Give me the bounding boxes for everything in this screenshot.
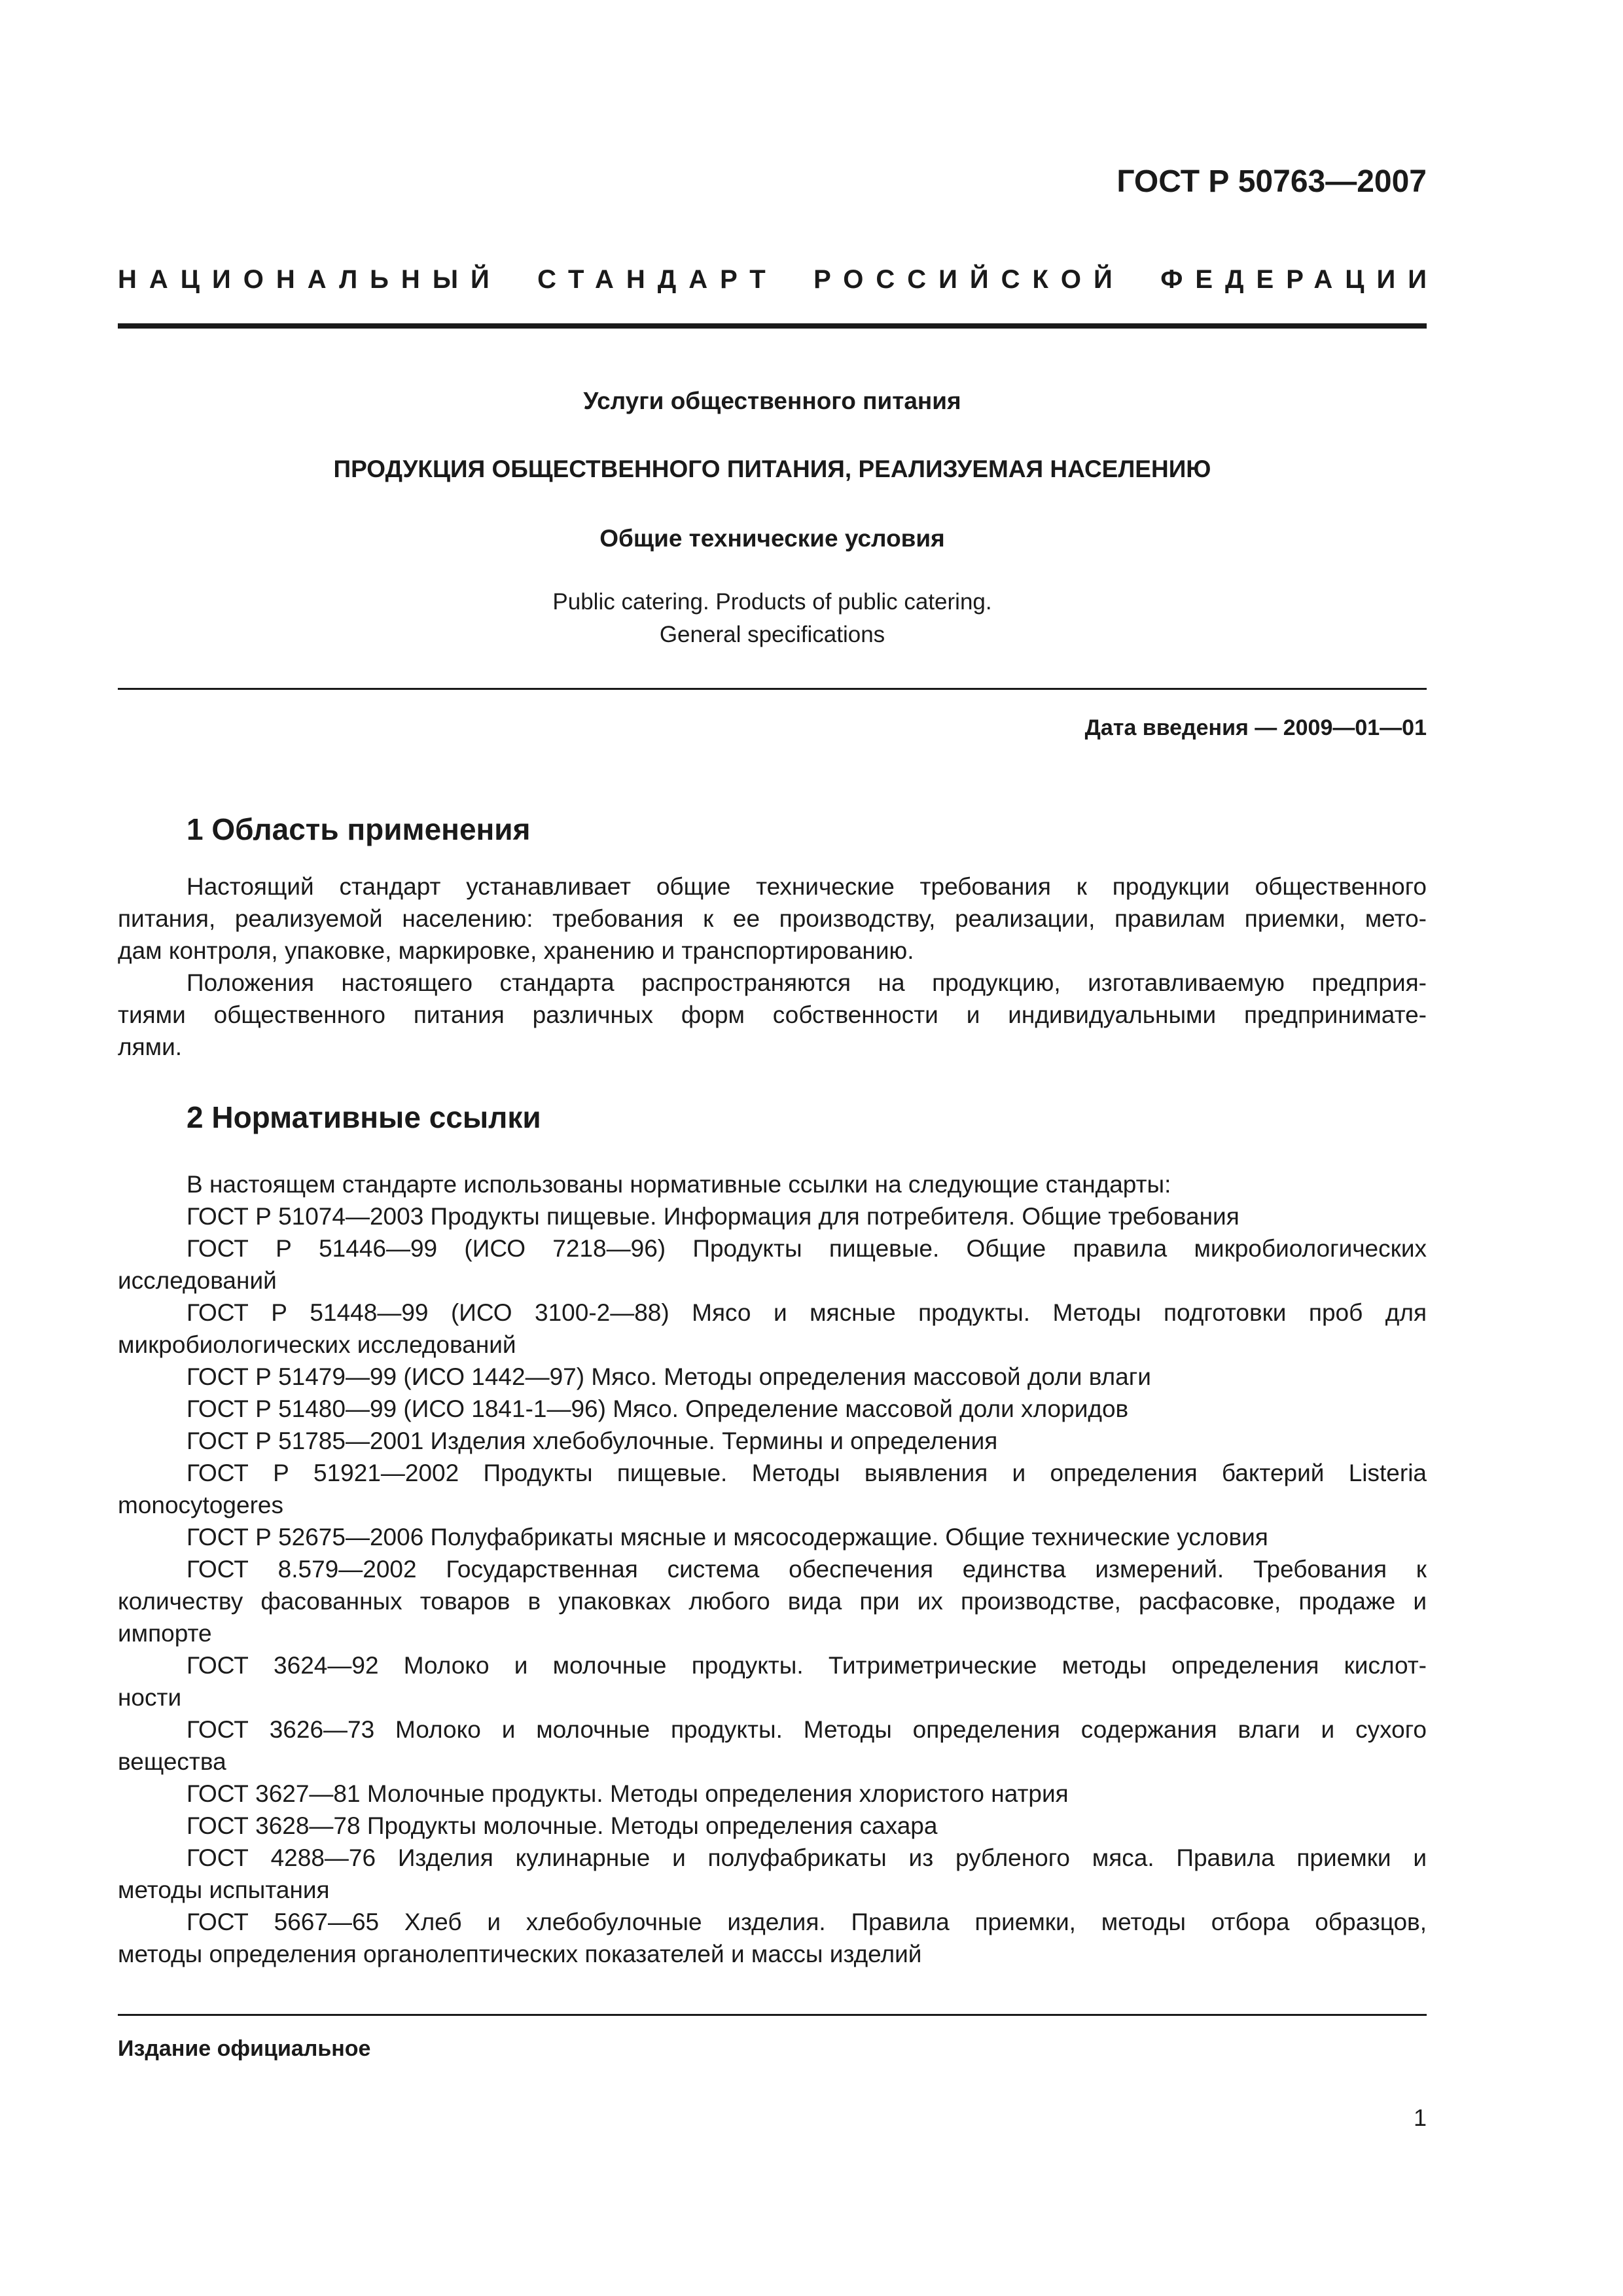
intro-date: Дата введения — 2009—01—01 (1084, 715, 1427, 740)
reference-line: ГОСТ Р 52675—2006 Полуфабрикаты мясные и мясосодержащие. Общие технические условия (187, 1524, 1268, 1551)
section-references-body (118, 1168, 1427, 1970)
reference-line: ГОСТ Р 51446—99 (ИСО 7218—96) Продукты пищевые. Общие правила микробиологических (187, 1235, 1427, 1262)
section-heading-references: 2 Нормативные ссылки (187, 1100, 541, 1134)
paragraph-line: дам контроля, упаковке, маркировке, хранению и транспортированию. (118, 937, 914, 964)
reference-line: ГОСТ Р 51479—99 (ИСО 1442—97) Мясо. Методы определения массовой доли влаги (187, 1363, 1151, 1390)
banner-word: ФЕДЕРАЦИИ (1160, 265, 1439, 294)
paragraph-line: Положения настоящего стандарта распространяются на продукцию, изготавливаемую предприя- (187, 969, 1427, 996)
reference-line: ГОСТ Р 51448—99 (ИСО 3100-2—88) Мясо и мясные продукты. Методы подготовки проб для (187, 1299, 1427, 1326)
paragraph-line: лями. (118, 1033, 183, 1060)
banner-word: РОССИЙСКОЙ (813, 265, 1125, 294)
reference-line: ГОСТ 3627—81 Молочные продукты. Методы определения хлористого натрия (187, 1780, 1069, 1807)
official-edition-label: Издание официальное (118, 2036, 371, 2061)
reference-line: ГОСТ 4288—76 Изделия кулинарные и полуфабрикаты из рубленого мяса. Правила приемки и (187, 1844, 1427, 1871)
reference-line: микробиологических исследований (118, 1331, 516, 1358)
english-title-line: General specifications (659, 622, 885, 647)
banner-word: НАЦИОНАЛЬНЫЙ (118, 265, 502, 294)
reference-line: ГОСТ Р 51074—2003 Продукты пищевые. Информация для потребителя. Общие требования (187, 1203, 1240, 1230)
national-standard-banner (118, 265, 1439, 295)
reference-line: ГОСТ 5667—65 Хлеб и хлебобулочные изделия. Правила приемки, методы отбора образцов, (187, 1909, 1427, 1935)
footer-divider (118, 2014, 1427, 2016)
reference-line: monocytogeres (118, 1492, 283, 1518)
reference-line: ности (118, 1684, 182, 1711)
paragraph-line: В настоящем стандарте использованы нормативные ссылки на следующие стандарты: (187, 1171, 1171, 1198)
title-divider (118, 688, 1427, 690)
reference-line: ГОСТ Р 51480—99 (ИСО 1841-1—96) Мясо. Определение массовой доли хлоридов (187, 1395, 1129, 1422)
reference-line: вещества (118, 1748, 226, 1775)
title-category: Услуги общественного питания (583, 387, 961, 414)
paragraph-line: Настоящий стандарт устанавливает общие технические требования к продукции общественного (187, 873, 1427, 900)
header-divider (118, 323, 1427, 329)
document-code: ГОСТ Р 50763—2007 (1116, 164, 1427, 199)
section-heading-scope: 1 Область применения (187, 812, 531, 846)
paragraph-line: тиями общественного питания различных форм собственности и индивидуальными предпринимате- (118, 1001, 1427, 1028)
reference-line: ГОСТ 8.579—2002 Государственная система обеспечения единства измерений. Требования к (187, 1556, 1427, 1583)
reference-line: ГОСТ 3624—92 Молоко и молочные продукты. Титриметрические методы определения кислот- (187, 1652, 1427, 1679)
reference-line: ГОСТ Р 51921—2002 Продукты пищевые. Методы выявления и определения бактерий Listeria (187, 1460, 1427, 1486)
section-scope-body (118, 870, 1427, 1063)
reference-line: исследований (118, 1267, 277, 1294)
reference-line: методы испытания (118, 1876, 330, 1903)
reference-line: импорте (118, 1620, 212, 1647)
banner-word: СТАНДАРТ (537, 265, 778, 294)
page-number: 1 (1413, 2104, 1427, 2131)
reference-line: ГОСТ 3626—73 Молоко и молочные продукты. Методы определения содержания влаги и сухого (187, 1716, 1427, 1743)
title-main: ПРОДУКЦИЯ ОБЩЕСТВЕННОГО ПИТАНИЯ, РЕАЛИЗУЕМАЯ НАСЕЛЕНИЮ (333, 456, 1211, 482)
reference-line: методы определения органолептических показателей и массы изделий (118, 1941, 922, 1967)
reference-line: количеству фасованных товаров в упаковках любого вида при их производстве, расфасовке, продаже и (118, 1588, 1427, 1615)
english-title-line: Public catering. Products of public catering. (552, 589, 992, 615)
reference-line: ГОСТ 3628—78 Продукты молочные. Методы определения сахара (187, 1812, 938, 1839)
reference-line: ГОСТ Р 51785—2001 Изделия хлебобулочные. Термины и определения (187, 1427, 998, 1454)
title-subtitle: Общие технические условия (599, 525, 945, 552)
paragraph-line: питания, реализуемой населению: требования к ее производству, реализации, правилам приемки, мето- (118, 905, 1427, 932)
